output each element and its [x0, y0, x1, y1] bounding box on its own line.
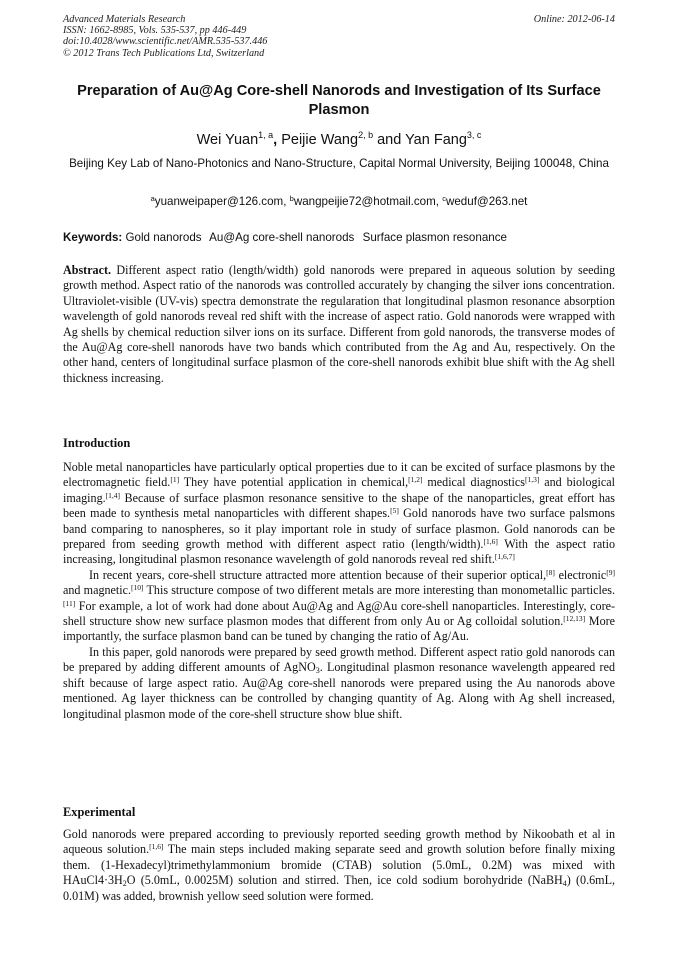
- author-conjunction: and: [373, 132, 406, 148]
- subscript: 4: [562, 879, 567, 889]
- keyword: Surface plasmon resonance: [362, 231, 507, 244]
- section-heading-experimental: Experimental: [63, 805, 136, 819]
- section-heading-introduction: Introduction: [63, 436, 131, 450]
- text-run: In this paper, gold nanorods were prepared by seed growth method. Different aspect ratio gold nanorods can be prepared by adding different amounts of AgNO: [63, 644, 615, 675]
- text-run: medical diagnostics: [422, 475, 525, 490]
- abstract: [63, 263, 615, 386]
- text-run: Gold nanorods have two surface palsmons band comparing to nanospheres, so it play important role in study of surface plasmon. Gold nanorods can be prepared from seeding growth method with different aspect ratio (length/width).: [63, 506, 616, 552]
- online-date: Online: 2012-06-14: [533, 14, 615, 25]
- citation: [1,6]: [149, 842, 164, 852]
- copyright-line: © 2012 Trans Tech Publications Ltd, Switzerland: [63, 47, 265, 59]
- subscript: 3: [315, 666, 320, 676]
- citation: [1,6,7]: [494, 552, 515, 562]
- text-run: With the aspect ratio increasing, longitudinal plasmon resonance wavelength of gold nanorods reveal red shift.: [63, 537, 615, 567]
- email-list: [63, 194, 615, 209]
- email-mark: c: [442, 194, 446, 203]
- text-run: More importantly, the surface plasmon band can be tuned by changing the ratio of Ag/Au.: [63, 614, 616, 644]
- paragraph: [63, 827, 615, 904]
- author-separator: ,: [273, 132, 278, 148]
- citation: [1,4]: [105, 490, 121, 500]
- paragraph: [63, 645, 615, 722]
- author-name: Wei Yuan: [196, 132, 259, 148]
- doi-line: doi:10.4028/www.scientific.net/AMR.535-537.446: [63, 36, 268, 48]
- citation: [1,3]: [524, 475, 540, 485]
- text-run: For example, a lot of work had done about Au@Ag and Ag@Au core-shell nanoparticles. Interestingly, core-shell structure show new surface plasmon modes that different from only Au or Ag colloidal solution.: [63, 598, 615, 629]
- citation: [10]: [131, 583, 144, 593]
- keyword: Gold nanorods: [125, 231, 202, 244]
- keyword: Au@Ag core-shell nanorods: [209, 231, 355, 244]
- experimental-body: [63, 827, 615, 904]
- author-affil-mark: 3, c: [466, 130, 482, 140]
- paragraph: [63, 460, 615, 568]
- citation: [1,6]: [483, 537, 498, 547]
- email-address[interactable]: wangpeijie72@hotmail.com,: [293, 195, 443, 208]
- author-affil-mark: 1, a: [258, 130, 274, 140]
- author-affil-mark: 2, b: [358, 130, 374, 140]
- text-run: ) (0.6mL, 0.01M) was added, brownish yellow seed solution were formed.: [63, 873, 615, 903]
- citation: [12,13]: [563, 614, 586, 624]
- abstract-label: Abstract.: [63, 263, 112, 277]
- affiliation: Beijing Key Lab of Nano-Photonics and Nano-Structure, Capital Normal University, Beijing 100048, China: [69, 157, 609, 170]
- text-run: electronic: [554, 567, 607, 582]
- email-mark: b: [289, 194, 294, 203]
- paper-title: Preparation of Au@Ag Core-shell Nanorods and Investigation of Its Surface Plasmon: [77, 83, 601, 118]
- text-run: and biological imaging.: [63, 475, 615, 505]
- author-name: Yan Fang: [405, 132, 467, 148]
- text-run: The main steps included making separate seed and growth solution before finally mixing them. (1-Hexadecyl)trimethylammonium bromide (CTAB) solution (5.0mL, 0.2M) was mixed with HAuCl4·3H: [63, 842, 615, 888]
- introduction-body: [63, 460, 615, 722]
- text-run: O (5.0mL, 0.0025M) solution and stirred. Then, ice cold sodium borohydride (NaBH: [126, 873, 563, 888]
- issn-line: ISSN: 1662-8985, Vols. 535-537, pp 446-449: [63, 25, 247, 37]
- keywords-line: [63, 230, 615, 245]
- paragraph: [63, 568, 615, 645]
- citation: [8]: [546, 567, 555, 577]
- citation: [1,2]: [408, 475, 423, 485]
- text-run: Because of surface plasmon resonance sensitive to the shape of the nanoparticles, great effort has been made to synthesis metal nanoparticles with different shapes.: [63, 490, 615, 521]
- abstract-text: Different aspect ratio (length/width) gold nanorods were prepared in aqueous solution by seeding growth method. Aspect ratio of the nanorods was controlled accurately by changing the silver ions concentration. Ultraviolet-visible (UV-vis) spectra demonstrate the regularation that longitudinal plasmon resonance absorption wavelength of gold nanorods reveal red shift with the increase of aspect ratio. Gold nanorods were wrapped with Ag shells by chemical reduction silver ions on its surface. Different from gold nanorods, the transverse modes of the Au@Ag core-shell nanorods have two bands which contributed from the Ag and Au, respectively. On the other hand, centers of longitudinal surface plasmon of the core-shell nanorods exhibit blue shift with the Ag shell thickness increasing.: [63, 263, 615, 385]
- email-address[interactable]: weduf@263.net: [445, 195, 528, 208]
- text-run: They have potential application in chemical,: [179, 475, 409, 490]
- text-run: In recent years, core-shell structure attracted more attention because of their superior optical,: [89, 567, 547, 582]
- journal-name: Advanced Materials Research: [63, 14, 186, 25]
- keywords-label: Keywords:: [63, 231, 123, 244]
- author-list: [63, 131, 615, 149]
- citation: [11]: [63, 598, 76, 608]
- subscript: 2: [122, 879, 127, 889]
- citation: [1]: [170, 475, 180, 485]
- text-run: and magnetic.: [63, 583, 132, 598]
- text-run: Gold nanorods were prepared according to previously reported seeding growth method by Nikoobath et al in aqueous solution.: [63, 827, 615, 857]
- citation: [9]: [606, 567, 615, 577]
- author-name: Peijie Wang: [277, 132, 359, 148]
- text-run: . Longitudinal plasmon resonance wavelength appeared red shift because of large aspect ratio. Au@Ag core-shell nanorods were prepared using the Au nanorods above mentioned. Ag layer thickness can be controlled by changing quantity of Ag. Along with Ag shell increased, longitudinal plasmon mode of the core-shell structure show blue shift.: [63, 660, 616, 721]
- citation: [5]: [390, 506, 399, 516]
- email-mark: a: [150, 194, 155, 203]
- email-address[interactable]: yuanweipaper@126.com,: [154, 195, 290, 208]
- running-header: [63, 14, 615, 59]
- text-run: Noble metal nanoparticles have particularly optical properties due to it can be excited of surface plasmons by the electromagnetic field.: [63, 460, 615, 490]
- text-run: This structure compose of two different metals are more interesting than monometallic particles.: [143, 583, 615, 598]
